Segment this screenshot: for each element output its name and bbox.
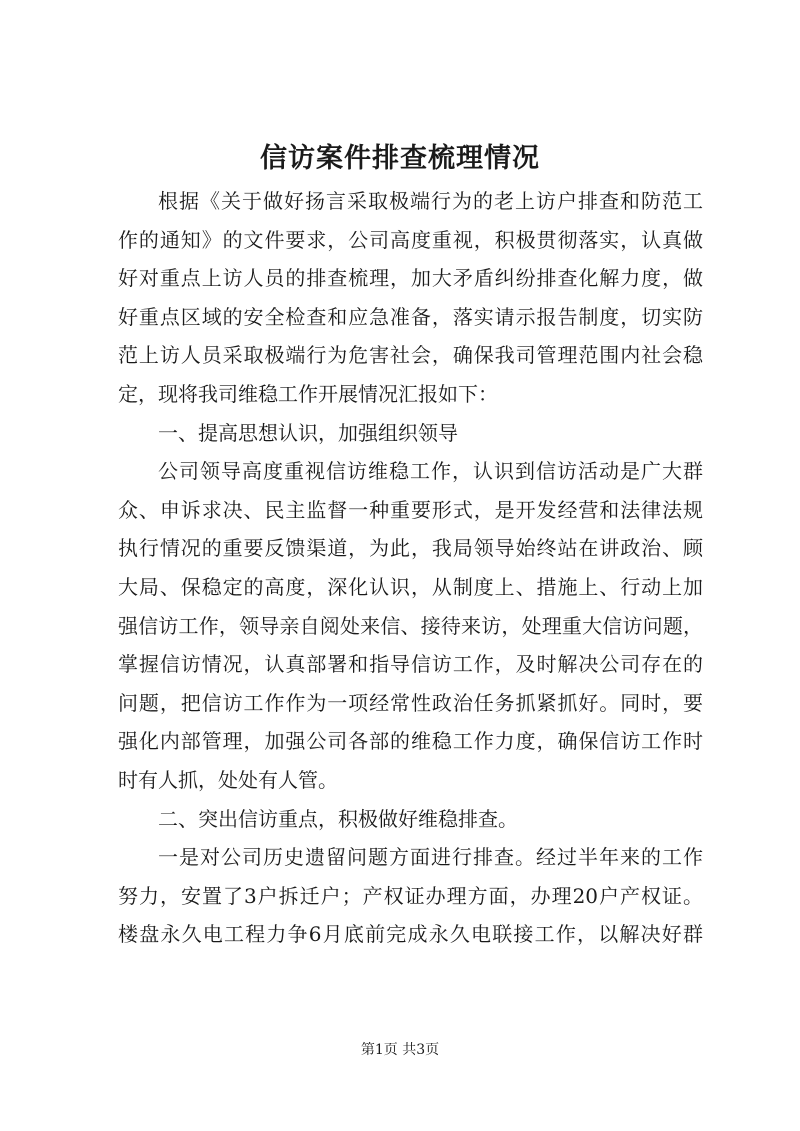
paragraph-line: 强化内部管理，加强公司各部的维稳工作力度，确保信访工作时 xyxy=(118,729,703,754)
paragraph-line: 强信访工作，领导亲自阅处来信、接待来访，处理重大信访问题， xyxy=(118,613,703,638)
section-heading: 一、提高思想认识，加强组织领导 xyxy=(158,420,458,445)
paragraph-line: 众、申诉求决、民主监督一种重要形式，是开发经营和法律法规 xyxy=(118,497,703,522)
paragraph-line: 掌握信访情况，认真部署和指导信访工作，及时解决公司存在的 xyxy=(118,652,703,677)
paragraph-line: 楼盘永久电工程力争6月底前完成永久电联接工作，以解决好群 xyxy=(118,922,703,947)
paragraph-line: 努力，安置了3户拆迁户；产权证办理方面，办理20户产权证。 xyxy=(118,883,703,908)
document-title: 信访案件排查梳理情况 xyxy=(260,143,540,174)
paragraph-line: 好重点区域的安全检查和应急准备，落实请示报告制度，切实防 xyxy=(118,304,703,329)
paragraph-line: 大局、保稳定的高度，深化认识，从制度上、措施上、行动上加 xyxy=(118,574,703,599)
paragraph-line: 执行情况的重要反馈渠道，为此，我局领导始终站在讲政治、顾 xyxy=(118,536,703,561)
paragraph-line: 好对重点上访人员的排查梳理，加大矛盾纠纷排查化解力度，做 xyxy=(118,266,703,291)
paragraph-line: 根据《关于做好扬言采取极端行为的老上访户排查和防范工 xyxy=(158,189,703,213)
section-heading: 二、突出信访重点，积极做好维稳排查。 xyxy=(158,806,518,831)
paragraph-line: 问题，把信访工作作为一项经常性政治任务抓紧抓好。同时，要 xyxy=(118,690,703,715)
paragraph-line: 一是对公司历史遗留问题方面进行排查。经过半年来的工作 xyxy=(158,845,703,870)
paragraph-line: 范上访人员采取极端行为危害社会，确保我司管理范围内社会稳 xyxy=(118,343,703,368)
paragraph-line: 作的通知》的文件要求，公司高度重视，积极贯彻落实，认真做 xyxy=(118,227,703,252)
paragraph-line: 定，现将我司维稳工作开展情况汇报如下： xyxy=(118,381,498,406)
paragraph-line: 时有人抓，处处有人管。 xyxy=(118,767,338,792)
page-number-footer: 第1页 共3页 xyxy=(360,1042,440,1058)
document-body xyxy=(118,182,703,954)
paragraph-line: 公司领导高度重视信访维稳工作，认识到信访活动是广大群 xyxy=(158,459,703,484)
